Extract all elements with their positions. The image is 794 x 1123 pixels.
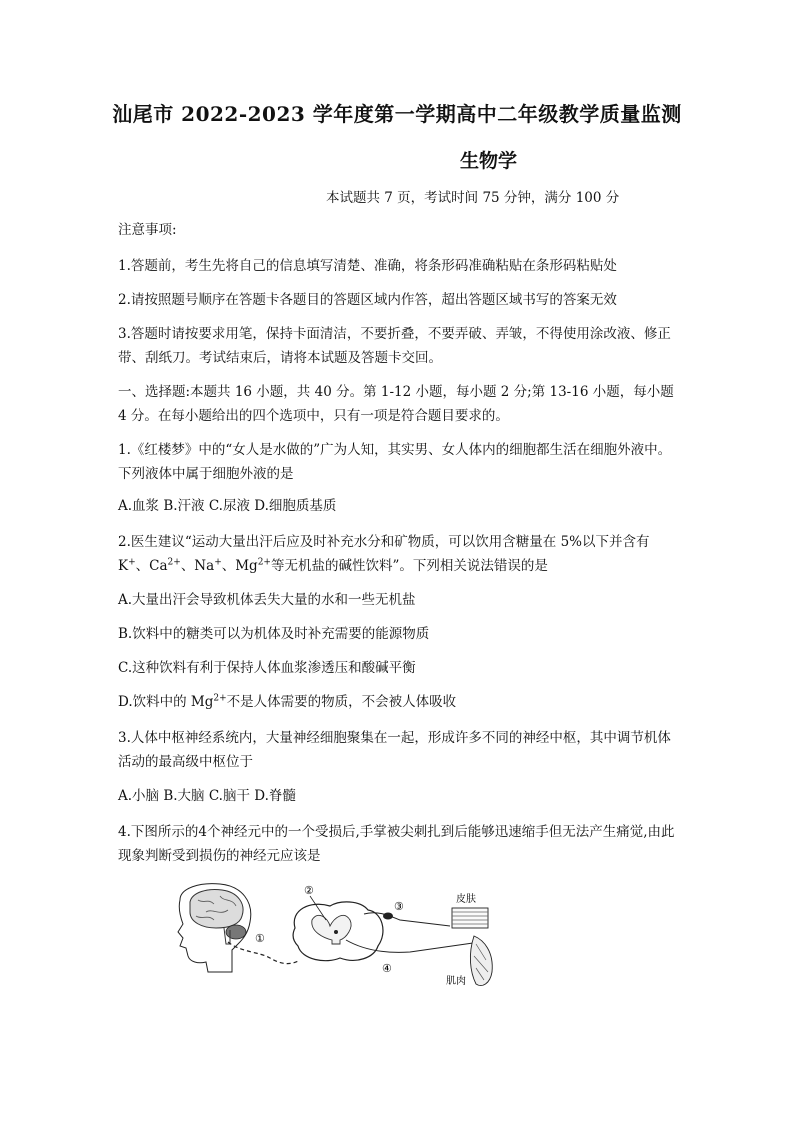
q3-stem: 3.人体中枢神经系统内，大量神经细胞聚集在一起，形成许多不同的神经中枢，其中调节机体活动的最高级中枢位于 bbox=[118, 730, 671, 770]
muscle-label: 肌肉 bbox=[446, 976, 466, 987]
q2-option-d-part: D.饮料中的 Mg bbox=[118, 694, 214, 710]
q2-option-b: B.饮料中的糖类可以为机体及时补充需要的能源物质 bbox=[118, 626, 430, 642]
neuron-label-3: ③ bbox=[394, 900, 404, 913]
neuron-label-4: ④ bbox=[382, 962, 392, 975]
brain-icon bbox=[190, 890, 243, 929]
q2-stem-part: 等无机盐的碱性饮料”。下列相关说法错误的是 bbox=[270, 558, 548, 574]
q4-stem: 4.下图所示的4个神经元中的一个受损后,手掌被尖刺扎到后能够迅速缩手但无法产生痛觉,由此现象判断受到损伤的神经元应该是 bbox=[118, 824, 675, 864]
q1-options: A.血浆 B.汗液 C.尿液 D.细胞质基质 bbox=[118, 498, 337, 514]
q2-stem-part: 、Mg bbox=[221, 558, 258, 574]
skin-label: 皮肤 bbox=[456, 894, 476, 905]
q3-options: A.小脑 B.大脑 C.脑干 D.脊髓 bbox=[118, 788, 296, 804]
neuron-label-2: ② bbox=[304, 884, 314, 897]
charge: 2+ bbox=[257, 557, 271, 568]
muscle-icon bbox=[470, 936, 492, 986]
exam-title: 汕尾市 2022-2023 学年度第一学期高中二年级教学质量监测 bbox=[112, 102, 682, 126]
notes-heading: 注意事项: bbox=[118, 222, 177, 238]
note-item-3: 3.答题时请按要求用笔，保持卡面清洁，不要折叠，不要弄破、弄皱，不得使用涂改液、修正带、刮纸刀。考试结束后，请将本试题及答题卡交回。 bbox=[118, 326, 671, 366]
neuron-1-pathway bbox=[228, 942, 300, 964]
subject-title: 生物学 bbox=[460, 150, 518, 172]
q1-stem: 1.《红楼梦》中的“女人是水做的”广为人知，其实男、女人体内的细胞都生活在细胞外液中。下列液体中属于细胞外液的是 bbox=[118, 442, 672, 482]
skin-icon bbox=[452, 908, 488, 928]
charge: + bbox=[128, 557, 136, 568]
neuron-label-1: ① bbox=[255, 932, 265, 945]
note-item-2: 2.请按照题号顺序在答题卡各题目的答题区域内作答，超出答题区域书写的答案无效 bbox=[118, 292, 617, 308]
q2-stem bbox=[118, 530, 678, 578]
q2-stem-part: 2.医生建议“运动大量出汗后应及时补充水分和矿物质，可以饮用含糖量在 5%以下并含有 K bbox=[118, 534, 650, 574]
neuron-4-motor bbox=[346, 940, 480, 952]
reflex-arc-figure bbox=[150, 880, 530, 990]
charge: + bbox=[214, 557, 222, 568]
q2-stem-part: 、Ca bbox=[135, 558, 168, 574]
section-intro: 一、选择题:本题共 16 小题，共 40 分。第 1-12 小题，每小题 2 分;第 13-16 小题，每小题 4 分。在每小题给出的四个选项中，只有一项是符合题目要求的。 bbox=[118, 384, 674, 424]
charge: 2+ bbox=[213, 693, 227, 704]
cerebellum-icon bbox=[226, 925, 246, 939]
exam-info: 本试题共 7 页，考试时间 75 分钟，满分 100 分 bbox=[326, 190, 620, 206]
q2-option-d-part: 不是人体需要的物质，不会被人体吸收 bbox=[226, 694, 457, 710]
note-item-1: 1.答题前，考生先将自己的信息填写清楚、准确，将条形码准确粘贴在条形码粘贴处 bbox=[118, 258, 617, 274]
q2-option-d bbox=[118, 690, 678, 714]
charge: 2+ bbox=[167, 557, 181, 568]
q2-stem-part: 、Na bbox=[180, 558, 215, 574]
q2-option-c: C.这种饮料有利于保持人体血浆渗透压和酸碱平衡 bbox=[118, 660, 416, 676]
q2-option-a: A.大量出汗会导致机体丢失大量的水和一些无机盐 bbox=[118, 592, 416, 608]
